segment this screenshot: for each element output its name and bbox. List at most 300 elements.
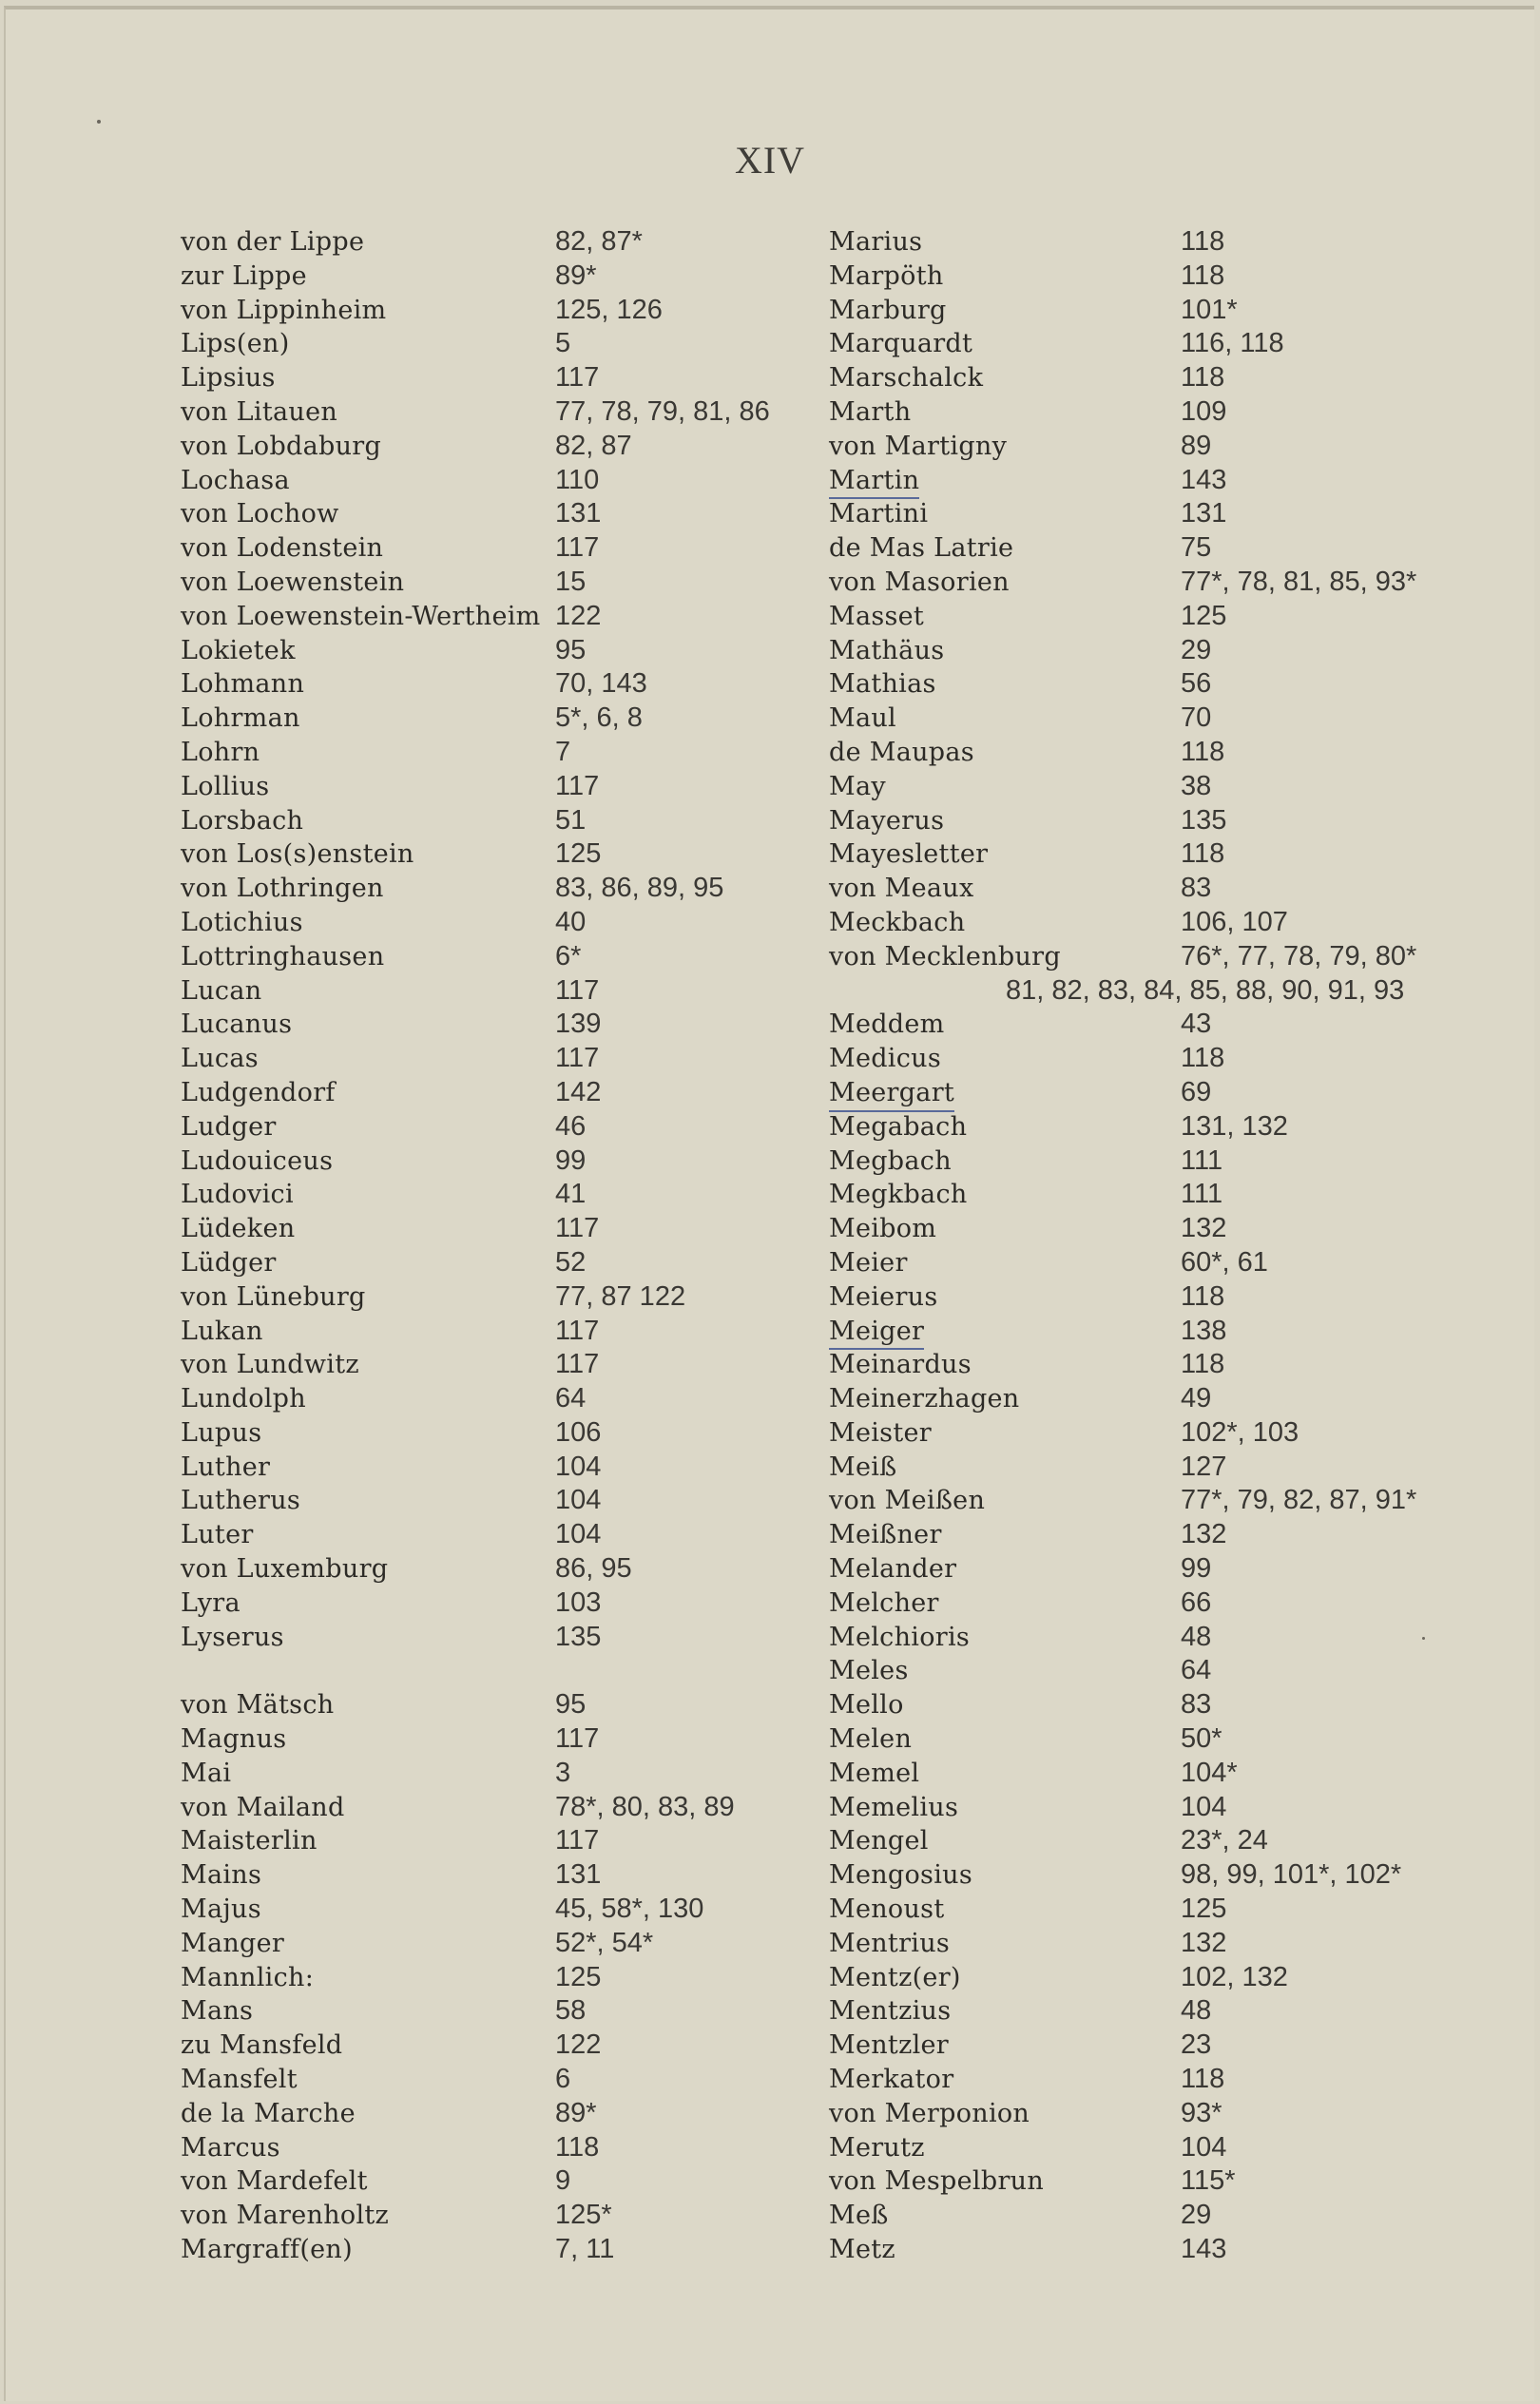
entry-name: Lukan (181, 1316, 263, 1346)
index-entry (829, 327, 1494, 361)
entry-name: Menoust (829, 1894, 945, 1925)
entry-pages: 125 (555, 1961, 602, 1992)
entry-name: von Mätsch (181, 1690, 335, 1721)
entry-name: Meierus (829, 1281, 938, 1312)
index-entry (829, 1757, 1494, 1791)
index-entry (829, 2164, 1494, 2199)
index-entry (181, 1722, 827, 1757)
entry-pages: 125 (1181, 1894, 1227, 1925)
entry-pages: 5*, 6, 8 (555, 702, 643, 734)
entry-pages: 89* (555, 2097, 597, 2128)
entry-name: Lips(en) (181, 329, 290, 359)
entry-name: von Los(s)enstein (181, 839, 414, 870)
entry-name: Masset (829, 601, 925, 631)
index-entry (829, 2233, 1494, 2267)
entry-pages: 118 (1181, 260, 1225, 291)
entry-pages: 139 (555, 1009, 602, 1040)
entry-pages: 131, 132 (1181, 1110, 1288, 1142)
entry-name: Mathias (829, 669, 936, 700)
entry-name: Lohmann (181, 669, 305, 700)
book-page (4, 6, 1534, 2401)
index-entry (829, 634, 1494, 668)
entry-name: Melchioris (829, 1622, 971, 1652)
entry-name: von Meaux (829, 874, 974, 904)
entry-name: Mengel (829, 1826, 929, 1856)
entry-name: von Mardefelt (181, 2166, 368, 2197)
index-entry (829, 667, 1494, 702)
entry-pages: 117 (555, 1043, 600, 1074)
entry-pages: 118 (1181, 838, 1225, 870)
entry-pages: 118 (1181, 1280, 1225, 1312)
page-number: XIV (734, 139, 806, 182)
index-entry (829, 1927, 1494, 1961)
entry-name: Marpöth (829, 260, 944, 291)
entry-name: Lohrman (181, 703, 300, 734)
entry-pages: 104* (1181, 1757, 1238, 1788)
entry-name: Mai (181, 1758, 232, 1788)
entry-name: Merkator (829, 2065, 954, 2095)
entry-pages: 50* (1181, 1723, 1222, 1755)
index-entry (181, 1858, 827, 1893)
index-entry (181, 464, 827, 498)
entry-pages: 58 (555, 1995, 587, 2027)
entry-pages: 52 (555, 1246, 587, 1278)
entry-pages: 29 (1181, 2200, 1212, 2231)
entry-name: Mentzler (829, 2030, 950, 2061)
entry-pages: 83 (1181, 1689, 1212, 1721)
index-entry (181, 667, 827, 702)
index-entry (181, 1587, 827, 1621)
entry-pages: 138 (1181, 1315, 1227, 1346)
entry-name: Maul (829, 703, 896, 734)
entry-pages: 76*, 77, 78, 79, 80* (1181, 940, 1417, 971)
index-entry (181, 1552, 827, 1587)
entry-pages: 81, 82, 83, 84, 85, 88, 90, 91, 93 (1006, 974, 1405, 1006)
index-entry (181, 2063, 827, 2097)
index-entry (829, 940, 1494, 974)
entry-name: Manger (181, 1928, 285, 1958)
entry-pages: 48 (1181, 1621, 1212, 1652)
entry-pages: 45, 58*, 130 (555, 1894, 704, 1925)
index-entry (829, 1348, 1494, 1382)
entry-pages: 3 (555, 1757, 571, 1788)
print-speck (97, 120, 101, 124)
entry-pages: 29 (1181, 634, 1212, 665)
entry-pages: 56 (1181, 668, 1212, 700)
entry-name: Mans (181, 1996, 254, 2027)
entry-name: Marius (829, 227, 923, 257)
entry-pages: 86, 95 (555, 1553, 632, 1585)
entry-pages: 64 (555, 1383, 587, 1414)
entry-name: Marth (829, 396, 912, 427)
index-entry (829, 361, 1494, 395)
index-entry (181, 2233, 827, 2267)
entry-name: Lucanus (181, 1010, 293, 1040)
entry-name: Meddem (829, 1010, 945, 1040)
entry-name: Lotichius (181, 907, 303, 937)
entry-pages: 89 (1181, 430, 1212, 461)
entry-pages: 23 (1181, 2029, 1212, 2061)
entry-name: Marquardt (829, 329, 973, 359)
index-entry (181, 804, 827, 838)
entry-name: von Loewenstein (181, 567, 405, 597)
index-entry (829, 1246, 1494, 1280)
entry-pages: 46 (555, 1110, 587, 1142)
entry-name: von Meißen (829, 1486, 986, 1516)
entry-name: Mengosius (829, 1860, 972, 1891)
entry-name: von Lobdaburg (181, 431, 382, 461)
entry-pages: 99 (555, 1144, 587, 1176)
entry-name: Megbach (829, 1145, 952, 1176)
entry-name: Majus (181, 1894, 261, 1925)
entry-pages: 104 (1181, 2131, 1227, 2163)
entry-name: May (829, 771, 886, 801)
index-entry (181, 600, 827, 634)
index-entry (829, 1451, 1494, 1485)
entry-name: Ludouiceus (181, 1145, 334, 1176)
entry-pages: 38 (1181, 770, 1212, 801)
index-column-left (181, 225, 827, 2267)
index-entry (829, 1280, 1494, 1315)
entry-name: zu Mansfeld (181, 2030, 343, 2061)
entry-name: Lokietek (181, 635, 296, 665)
entry-name: Mannlich: (181, 1962, 315, 1992)
index-entry (181, 361, 827, 395)
index-entry (181, 1315, 827, 1349)
index-entry (829, 566, 1494, 600)
entry-name: Lucan (181, 975, 262, 1006)
index-entry (181, 1451, 827, 1485)
index-entry (829, 1961, 1494, 1995)
entry-pages: 99 (1181, 1553, 1212, 1585)
entry-pages: 106 (555, 1416, 602, 1448)
entry-pages: 125 (1181, 600, 1227, 631)
entry-name: Meß (829, 2201, 889, 2231)
index-entry (181, 2097, 827, 2131)
index-entry (829, 1110, 1494, 1144)
index-entry (181, 1893, 827, 1927)
entry-pages: 117 (555, 1723, 600, 1755)
entry-pages: 82, 87* (555, 226, 643, 257)
entry-pages: 95 (555, 634, 587, 665)
entry-name: Marcus (181, 2132, 280, 2163)
entry-pages: 64 (1181, 1655, 1212, 1686)
entry-pages: 116, 118 (1181, 328, 1284, 359)
index-entry (181, 940, 827, 974)
index-entry (829, 2199, 1494, 2233)
index-entry (829, 906, 1494, 940)
entry-pages: 69 (1181, 1076, 1212, 1107)
index-spacer (181, 1654, 827, 1688)
index-entry (829, 1824, 1494, 1858)
index-entry (829, 702, 1494, 736)
index-entry (181, 1518, 827, 1552)
entry-pages: 109 (1181, 395, 1227, 427)
index-entry (829, 2063, 1494, 2097)
index-entry (181, 634, 827, 668)
entry-pages: 7, 11 (555, 2234, 615, 2265)
entry-name: von Lothringen (181, 874, 384, 904)
entry-pages: 127 (1181, 1451, 1227, 1482)
entry-name: Megabach (829, 1111, 968, 1142)
entry-name: Lottringhausen (181, 941, 385, 971)
entry-name: Lochasa (181, 465, 290, 495)
entry-name: Meinardus (829, 1350, 972, 1380)
entry-name: Meibom (829, 1214, 937, 1244)
index-entry (829, 294, 1494, 328)
entry-name: Ludgendorf (181, 1077, 336, 1107)
index-entry (181, 566, 827, 600)
entry-name: von Merponion (829, 2098, 1030, 2128)
entry-name: Magnus (181, 1724, 287, 1755)
entry-pages: 143 (1181, 464, 1227, 495)
entry-name: Ludger (181, 1111, 277, 1142)
entry-pages: 93* (1181, 2097, 1222, 2128)
entry-name: Memelius (829, 1792, 959, 1822)
index-entry (181, 736, 827, 770)
index-entry (181, 430, 827, 464)
entry-pages: 70 (1181, 702, 1212, 734)
entry-pages: 131 (555, 1859, 602, 1891)
entry-name: zur Lippe (181, 260, 307, 291)
entry-name: Lyra (181, 1587, 241, 1618)
index-entry (829, 1552, 1494, 1587)
index-entry (181, 1961, 827, 1995)
index-entry (181, 1688, 827, 1722)
entry-pages: 95 (555, 1689, 587, 1721)
index-entry (181, 1110, 827, 1144)
entry-pages: 135 (555, 1621, 602, 1652)
index-entry (829, 1315, 1494, 1349)
entry-name: Mayerus (829, 805, 945, 836)
entry-name: Lucas (181, 1044, 259, 1074)
index-entry (829, 395, 1494, 430)
index-entry (829, 1178, 1494, 1212)
entry-name: Ludovici (181, 1180, 294, 1210)
entry-pages: 77*, 78, 81, 85, 93* (1181, 566, 1417, 597)
index-entry (829, 770, 1494, 804)
entry-pages: 117 (555, 362, 600, 394)
index-entry (829, 1416, 1494, 1451)
entry-pages: 117 (555, 532, 600, 564)
index-entry (829, 225, 1494, 260)
entry-name: von Lippinheim (181, 295, 387, 325)
index-entry (829, 1654, 1494, 1688)
index-entry (829, 837, 1494, 872)
entry-name: Marschalck (829, 363, 984, 394)
entry-pages: 41 (555, 1179, 587, 1210)
entry-pages: 70, 143 (555, 668, 647, 700)
index-column-right (829, 225, 1494, 2267)
entry-pages: 117 (555, 974, 600, 1006)
index-entry (181, 225, 827, 260)
entry-pages: 132 (1181, 1927, 1227, 1958)
entry-pages: 118 (1181, 226, 1225, 257)
entry-pages: 125* (555, 2200, 612, 2231)
entry-name: Meiger (829, 1315, 924, 1351)
index-entry (181, 1484, 827, 1518)
entry-name: Lollius (181, 771, 270, 801)
entry-pages: 132 (1181, 1519, 1227, 1550)
entry-pages: 118 (1181, 736, 1225, 767)
entry-pages: 122 (555, 600, 602, 631)
entry-name: Martini (829, 499, 929, 529)
entry-name: Mains (181, 1860, 262, 1891)
entry-name: Medicus (829, 1044, 942, 1074)
entry-pages: 83 (1181, 873, 1212, 904)
entry-pages: 103 (555, 1587, 602, 1618)
entry-name: de la Marche (181, 2098, 356, 2128)
index-entry (829, 1076, 1494, 1110)
entry-name: Mentz(er) (829, 1962, 961, 1992)
entry-pages: 118 (1181, 2064, 1225, 2095)
entry-name: von Masorien (829, 567, 1010, 597)
entry-pages: 117 (555, 1349, 600, 1380)
entry-pages: 117 (555, 1213, 600, 1244)
entry-name: Maisterlin (181, 1826, 318, 1856)
entry-name: von Lundwitz (181, 1350, 359, 1380)
entry-name: Meckbach (829, 907, 966, 937)
index-entry (829, 1587, 1494, 1621)
entry-pages: 115* (1181, 2165, 1236, 2197)
entry-pages: 15 (555, 566, 587, 597)
index-entry (181, 1246, 827, 1280)
entry-pages: 77, 78, 79, 81, 86 (555, 395, 770, 427)
index-entry (829, 736, 1494, 770)
index-entry (829, 2097, 1494, 2131)
index-entry (829, 260, 1494, 294)
index-entry (181, 497, 827, 531)
entry-name: von Loewenstein-Wertheim (181, 601, 541, 631)
entry-name: Meier (829, 1247, 908, 1278)
index-entry (181, 872, 827, 906)
index-entry (181, 1824, 827, 1858)
entry-pages: 75 (1181, 532, 1212, 564)
entry-pages: 111 (1181, 1144, 1223, 1176)
entry-pages: 43 (1181, 1009, 1212, 1040)
index-entry (829, 1484, 1494, 1518)
entry-pages: 104 (555, 1451, 602, 1482)
index-entry (181, 1621, 827, 1655)
index-entry (181, 702, 827, 736)
entry-pages: 143 (1181, 2234, 1227, 2265)
entry-pages: 77, 87 122 (555, 1280, 686, 1312)
index-entry (829, 430, 1494, 464)
entry-name: von Luxemburg (181, 1554, 389, 1585)
entry-name: Megkbach (829, 1180, 968, 1210)
entry-name: Lutherus (181, 1486, 301, 1516)
entry-name: Mayesletter (829, 839, 989, 870)
index-entry (181, 770, 827, 804)
entry-pages: 89* (555, 260, 597, 291)
entry-pages: 118 (1181, 1349, 1225, 1380)
entry-pages: 102*, 103 (1181, 1416, 1299, 1448)
index-entry (829, 1212, 1494, 1246)
entry-pages: 78*, 80, 83, 89 (555, 1791, 735, 1822)
entry-name: Lipsius (181, 363, 276, 394)
index-entry (181, 1994, 827, 2029)
entry-name: Melen (829, 1724, 913, 1755)
index-entry (181, 837, 827, 872)
index-entry (829, 2029, 1494, 2063)
index-entry (181, 1076, 827, 1110)
index-entry (829, 1042, 1494, 1076)
entry-name: Lundolph (181, 1384, 306, 1414)
entry-pages: 49 (1181, 1383, 1212, 1414)
entry-name: Mello (829, 1690, 904, 1721)
entry-name: von Mailand (181, 1792, 345, 1822)
index-entry (829, 1144, 1494, 1179)
entry-pages: 102, 132 (1181, 1961, 1288, 1992)
index-entry (181, 1212, 827, 1246)
entry-pages: 98, 99, 101*, 102* (1181, 1859, 1402, 1891)
entry-pages: 122 (555, 2029, 602, 2061)
entry-pages: 101* (1181, 294, 1238, 325)
entry-name: von Lodenstein (181, 533, 384, 564)
entry-pages: 52*, 54* (555, 1927, 654, 1958)
index-entry (829, 1722, 1494, 1757)
entry-pages: 51 (555, 804, 587, 836)
entry-pages: 117 (555, 1825, 600, 1856)
entry-name: Mentzius (829, 1996, 952, 2027)
index-entry (181, 1348, 827, 1382)
entry-pages: 6* (555, 940, 582, 971)
entry-name: von Litauen (181, 396, 338, 427)
entry-pages: 125, 126 (555, 294, 663, 325)
entry-pages: 48 (1181, 1995, 1212, 2027)
entry-pages: 117 (555, 1315, 600, 1346)
index-entry (181, 1416, 827, 1451)
entry-name: Meinerzhagen (829, 1384, 1020, 1414)
entry-name: de Maupas (829, 737, 974, 767)
entry-name: von der Lippe (181, 227, 365, 257)
entry-pages: 82, 87 (555, 430, 632, 461)
entry-name: Metz (829, 2235, 895, 2265)
index-entry (829, 804, 1494, 838)
entry-name: Mathäus (829, 635, 945, 665)
index-entry (829, 531, 1494, 566)
entry-name: Lohrn (181, 737, 260, 767)
index-entry (181, 1144, 827, 1179)
entry-name: Meister (829, 1417, 932, 1448)
entry-name: Meergart (829, 1076, 954, 1112)
index-entry (181, 906, 827, 940)
entry-name: Lüdger (181, 1247, 277, 1278)
entry-name: von Marenholtz (181, 2201, 390, 2231)
entry-name: Marburg (829, 295, 947, 325)
index-entry (181, 1280, 827, 1315)
index-entry (829, 464, 1494, 498)
entry-name: Lorsbach (181, 805, 304, 836)
index-entry (181, 2164, 827, 2199)
index-entry (181, 260, 827, 294)
index-entry (181, 1791, 827, 1825)
entry-name: von Martigny (829, 431, 1008, 461)
entry-pages: 131 (555, 498, 602, 529)
entry-name: Merutz (829, 2132, 925, 2163)
index-entry (181, 327, 827, 361)
entry-name: Martin (829, 464, 919, 500)
index-entry (829, 1858, 1494, 1893)
entry-name: Mansfelt (181, 2065, 298, 2095)
index-entry (181, 1042, 827, 1076)
entry-pages: 23*, 24 (1181, 1825, 1268, 1856)
entry-pages: 5 (555, 328, 571, 359)
index-entry (829, 1382, 1494, 1416)
index-entry (829, 600, 1494, 634)
index-entry (181, 2029, 827, 2063)
index-entry (829, 1518, 1494, 1552)
